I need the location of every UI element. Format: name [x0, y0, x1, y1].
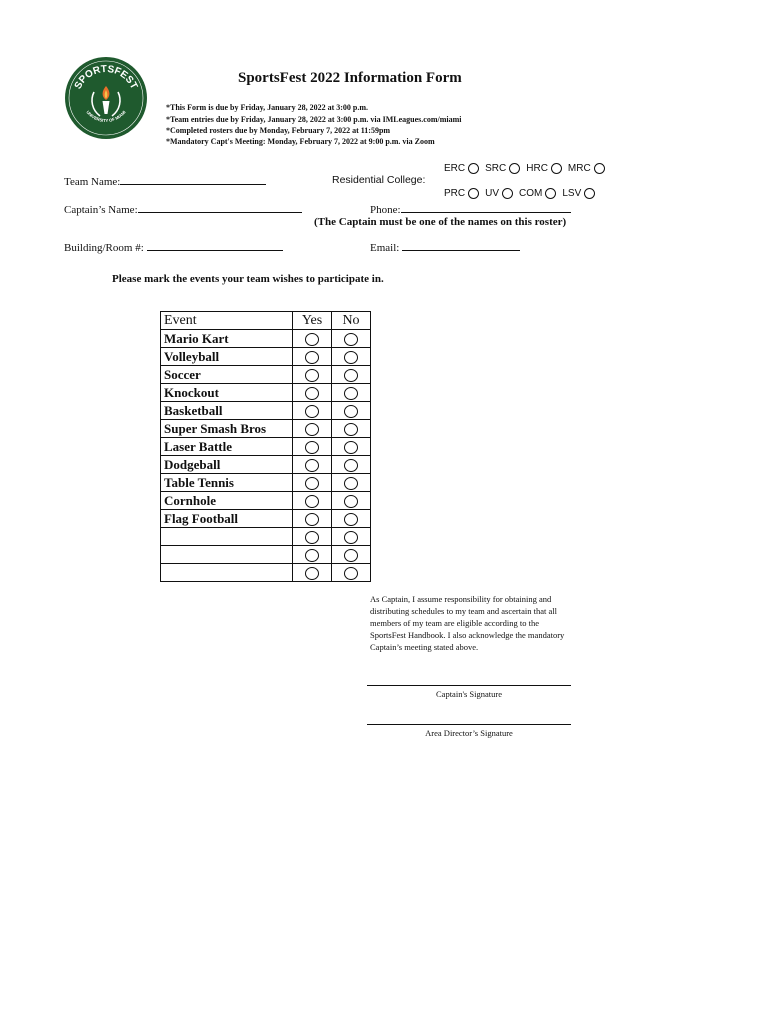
event-no-cell — [332, 366, 371, 384]
event-name: Cornhole — [161, 492, 293, 510]
event-yes-cell — [293, 438, 332, 456]
event-name — [161, 528, 293, 546]
event-no-radio-icon[interactable] — [344, 423, 358, 436]
event-no-radio-icon[interactable] — [344, 531, 358, 544]
event-yes-radio-icon[interactable] — [305, 333, 319, 346]
event-name: Flag Football — [161, 510, 293, 528]
event-no-cell — [332, 348, 371, 366]
radio-circle-icon[interactable] — [545, 188, 556, 199]
event-no-radio-icon[interactable] — [344, 549, 358, 562]
header-event: Event — [161, 312, 293, 330]
event-yes-radio-icon[interactable] — [305, 495, 319, 508]
college-options-row-1 — [444, 163, 611, 174]
radio-circle-icon[interactable] — [502, 188, 513, 199]
building-room-label: Building/Room #: — [64, 242, 144, 254]
event-yes-radio-icon[interactable] — [305, 405, 319, 418]
table-row — [161, 330, 371, 348]
note-captains-meeting: *Mandatory Capt's Meeting: Monday, February 7, 2022 at 9:00 p.m. via Zoom — [166, 137, 435, 146]
phone-label: Phone: — [370, 204, 401, 216]
event-yes-cell — [293, 384, 332, 402]
table-header-row — [161, 312, 371, 330]
event-name — [161, 564, 293, 582]
note-form-due: *This Form is due by Friday, January 28, 2022 at 3:00 p.m. — [166, 103, 369, 112]
event-no-radio-icon[interactable] — [344, 441, 358, 454]
event-yes-radio-icon[interactable] — [305, 477, 319, 490]
college-option-uv[interactable]: UV — [485, 188, 513, 199]
events-table — [160, 311, 371, 582]
event-name: Laser Battle — [161, 438, 293, 456]
college-option-erc[interactable]: ERC — [444, 163, 479, 174]
event-yes-cell — [293, 420, 332, 438]
table-row — [161, 420, 371, 438]
note-rosters-due: *Completed rosters due by Monday, February 7, 2022 at 11:59pm — [166, 126, 391, 135]
event-no-cell — [332, 402, 371, 420]
radio-circle-icon[interactable] — [468, 163, 479, 174]
phone-line[interactable] — [401, 202, 571, 213]
captain-signature-line[interactable] — [367, 685, 571, 686]
event-yes-cell — [293, 492, 332, 510]
radio-circle-icon[interactable] — [551, 163, 562, 174]
team-name-line[interactable] — [120, 174, 266, 185]
event-no-radio-icon[interactable] — [344, 351, 358, 364]
event-yes-radio-icon[interactable] — [305, 567, 319, 580]
table-row — [161, 510, 371, 528]
event-no-cell — [332, 492, 371, 510]
email-label: Email: — [370, 242, 400, 254]
event-name: Dodgeball — [161, 456, 293, 474]
event-yes-cell — [293, 564, 332, 582]
event-yes-radio-icon[interactable] — [305, 549, 319, 562]
table-row — [161, 456, 371, 474]
table-row — [161, 402, 371, 420]
email-line[interactable] — [402, 240, 520, 251]
event-name: Mario Kart — [161, 330, 293, 348]
header-no: No — [332, 312, 371, 330]
event-no-cell — [332, 438, 371, 456]
event-no-cell — [332, 564, 371, 582]
event-name: Basketball — [161, 402, 293, 420]
event-no-radio-icon[interactable] — [344, 405, 358, 418]
phone-field[interactable] — [370, 202, 571, 216]
event-no-cell — [332, 546, 371, 564]
event-no-radio-icon[interactable] — [344, 333, 358, 346]
event-no-radio-icon[interactable] — [344, 495, 358, 508]
radio-circle-icon[interactable] — [594, 163, 605, 174]
event-name: Knockout — [161, 384, 293, 402]
residential-college-label: Residential College: — [332, 174, 426, 186]
event-name — [161, 546, 293, 564]
event-no-radio-icon[interactable] — [344, 369, 358, 382]
event-yes-radio-icon[interactable] — [305, 369, 319, 382]
team-name-label: Team Name: — [64, 176, 121, 188]
event-no-cell — [332, 528, 371, 546]
building-room-line[interactable] — [147, 240, 283, 251]
college-option-hrc[interactable]: HRC — [526, 163, 562, 174]
event-name: Soccer — [161, 366, 293, 384]
event-name: Volleyball — [161, 348, 293, 366]
event-no-cell — [332, 420, 371, 438]
college-option-prc[interactable]: PRC — [444, 188, 479, 199]
table-row — [161, 492, 371, 510]
event-yes-radio-icon[interactable] — [305, 441, 319, 454]
captain-roster-note: (The Captain must be one of the names on this roster) — [314, 216, 567, 228]
event-yes-radio-icon[interactable] — [305, 387, 319, 400]
event-yes-cell — [293, 348, 332, 366]
event-yes-cell — [293, 402, 332, 420]
event-yes-radio-icon[interactable] — [305, 423, 319, 436]
event-yes-radio-icon[interactable] — [305, 459, 319, 472]
table-row — [161, 348, 371, 366]
table-row — [161, 528, 371, 546]
college-options-row-2 — [444, 188, 601, 199]
event-no-radio-icon[interactable] — [344, 513, 358, 526]
form-title: SportsFest 2022 Information Form — [238, 70, 462, 86]
table-row — [161, 366, 371, 384]
college-option-com[interactable]: COM — [519, 188, 556, 199]
event-yes-cell — [293, 366, 332, 384]
sportsfest-logo — [64, 56, 148, 140]
table-row — [161, 438, 371, 456]
event-name: Table Tennis — [161, 474, 293, 492]
radio-circle-icon[interactable] — [468, 188, 479, 199]
event-yes-cell — [293, 330, 332, 348]
event-yes-radio-icon[interactable] — [305, 531, 319, 544]
event-no-cell — [332, 456, 371, 474]
event-no-cell — [332, 510, 371, 528]
event-no-radio-icon[interactable] — [344, 567, 358, 580]
events-instruction: Please mark the events your team wishes to participate in. — [112, 273, 384, 285]
event-no-cell — [332, 384, 371, 402]
college-option-mrc[interactable]: MRC — [568, 163, 605, 174]
table-row — [161, 474, 371, 492]
college-option-lsv[interactable]: LSV — [562, 188, 595, 199]
note-team-entries: *Team entries due by Friday, January 28, 2022 at 3:00 p.m. via IMLeagues.com/miami — [166, 115, 462, 124]
event-no-cell — [332, 474, 371, 492]
captain-signature-label: Captain's Signature — [436, 689, 502, 699]
table-row — [161, 564, 371, 582]
event-no-radio-icon[interactable] — [344, 459, 358, 472]
table-row — [161, 546, 371, 564]
email-field[interactable] — [370, 240, 520, 254]
event-yes-radio-icon[interactable] — [305, 513, 319, 526]
event-no-cell — [332, 330, 371, 348]
logo-bottom-text: UNIVERSITY OF MIAMI — [85, 109, 127, 124]
header-yes: Yes — [293, 312, 332, 330]
logo-top-text: SPORTSFEST — [72, 63, 140, 92]
event-yes-cell — [293, 456, 332, 474]
event-name: Super Smash Bros — [161, 420, 293, 438]
college-option-src[interactable]: SRC — [485, 163, 520, 174]
area-director-signature-line[interactable] — [367, 724, 571, 725]
event-yes-radio-icon[interactable] — [305, 351, 319, 364]
event-yes-cell — [293, 510, 332, 528]
event-yes-cell — [293, 474, 332, 492]
event-yes-cell — [293, 546, 332, 564]
table-row — [161, 384, 371, 402]
event-no-radio-icon[interactable] — [344, 477, 358, 490]
team-name-field[interactable] — [64, 174, 266, 188]
captain-statement: As Captain, I assume responsibility for obtaining and distributing schedules to my team and ascertain that all members of my team are eligible according to the SportsFest Handbook. I also acknowledge the mandatory Captain’s meeting stated above. — [370, 594, 565, 652]
captain-name-line[interactable] — [138, 202, 302, 213]
event-no-radio-icon[interactable] — [344, 387, 358, 400]
building-room-field[interactable] — [64, 240, 283, 254]
radio-circle-icon[interactable] — [509, 163, 520, 174]
captain-name-label: Captain’s Name: — [64, 204, 138, 216]
captain-name-field[interactable] — [64, 202, 302, 216]
area-director-signature-label: Area Director’s Signature — [425, 728, 513, 738]
event-yes-cell — [293, 528, 332, 546]
radio-circle-icon[interactable] — [584, 188, 595, 199]
